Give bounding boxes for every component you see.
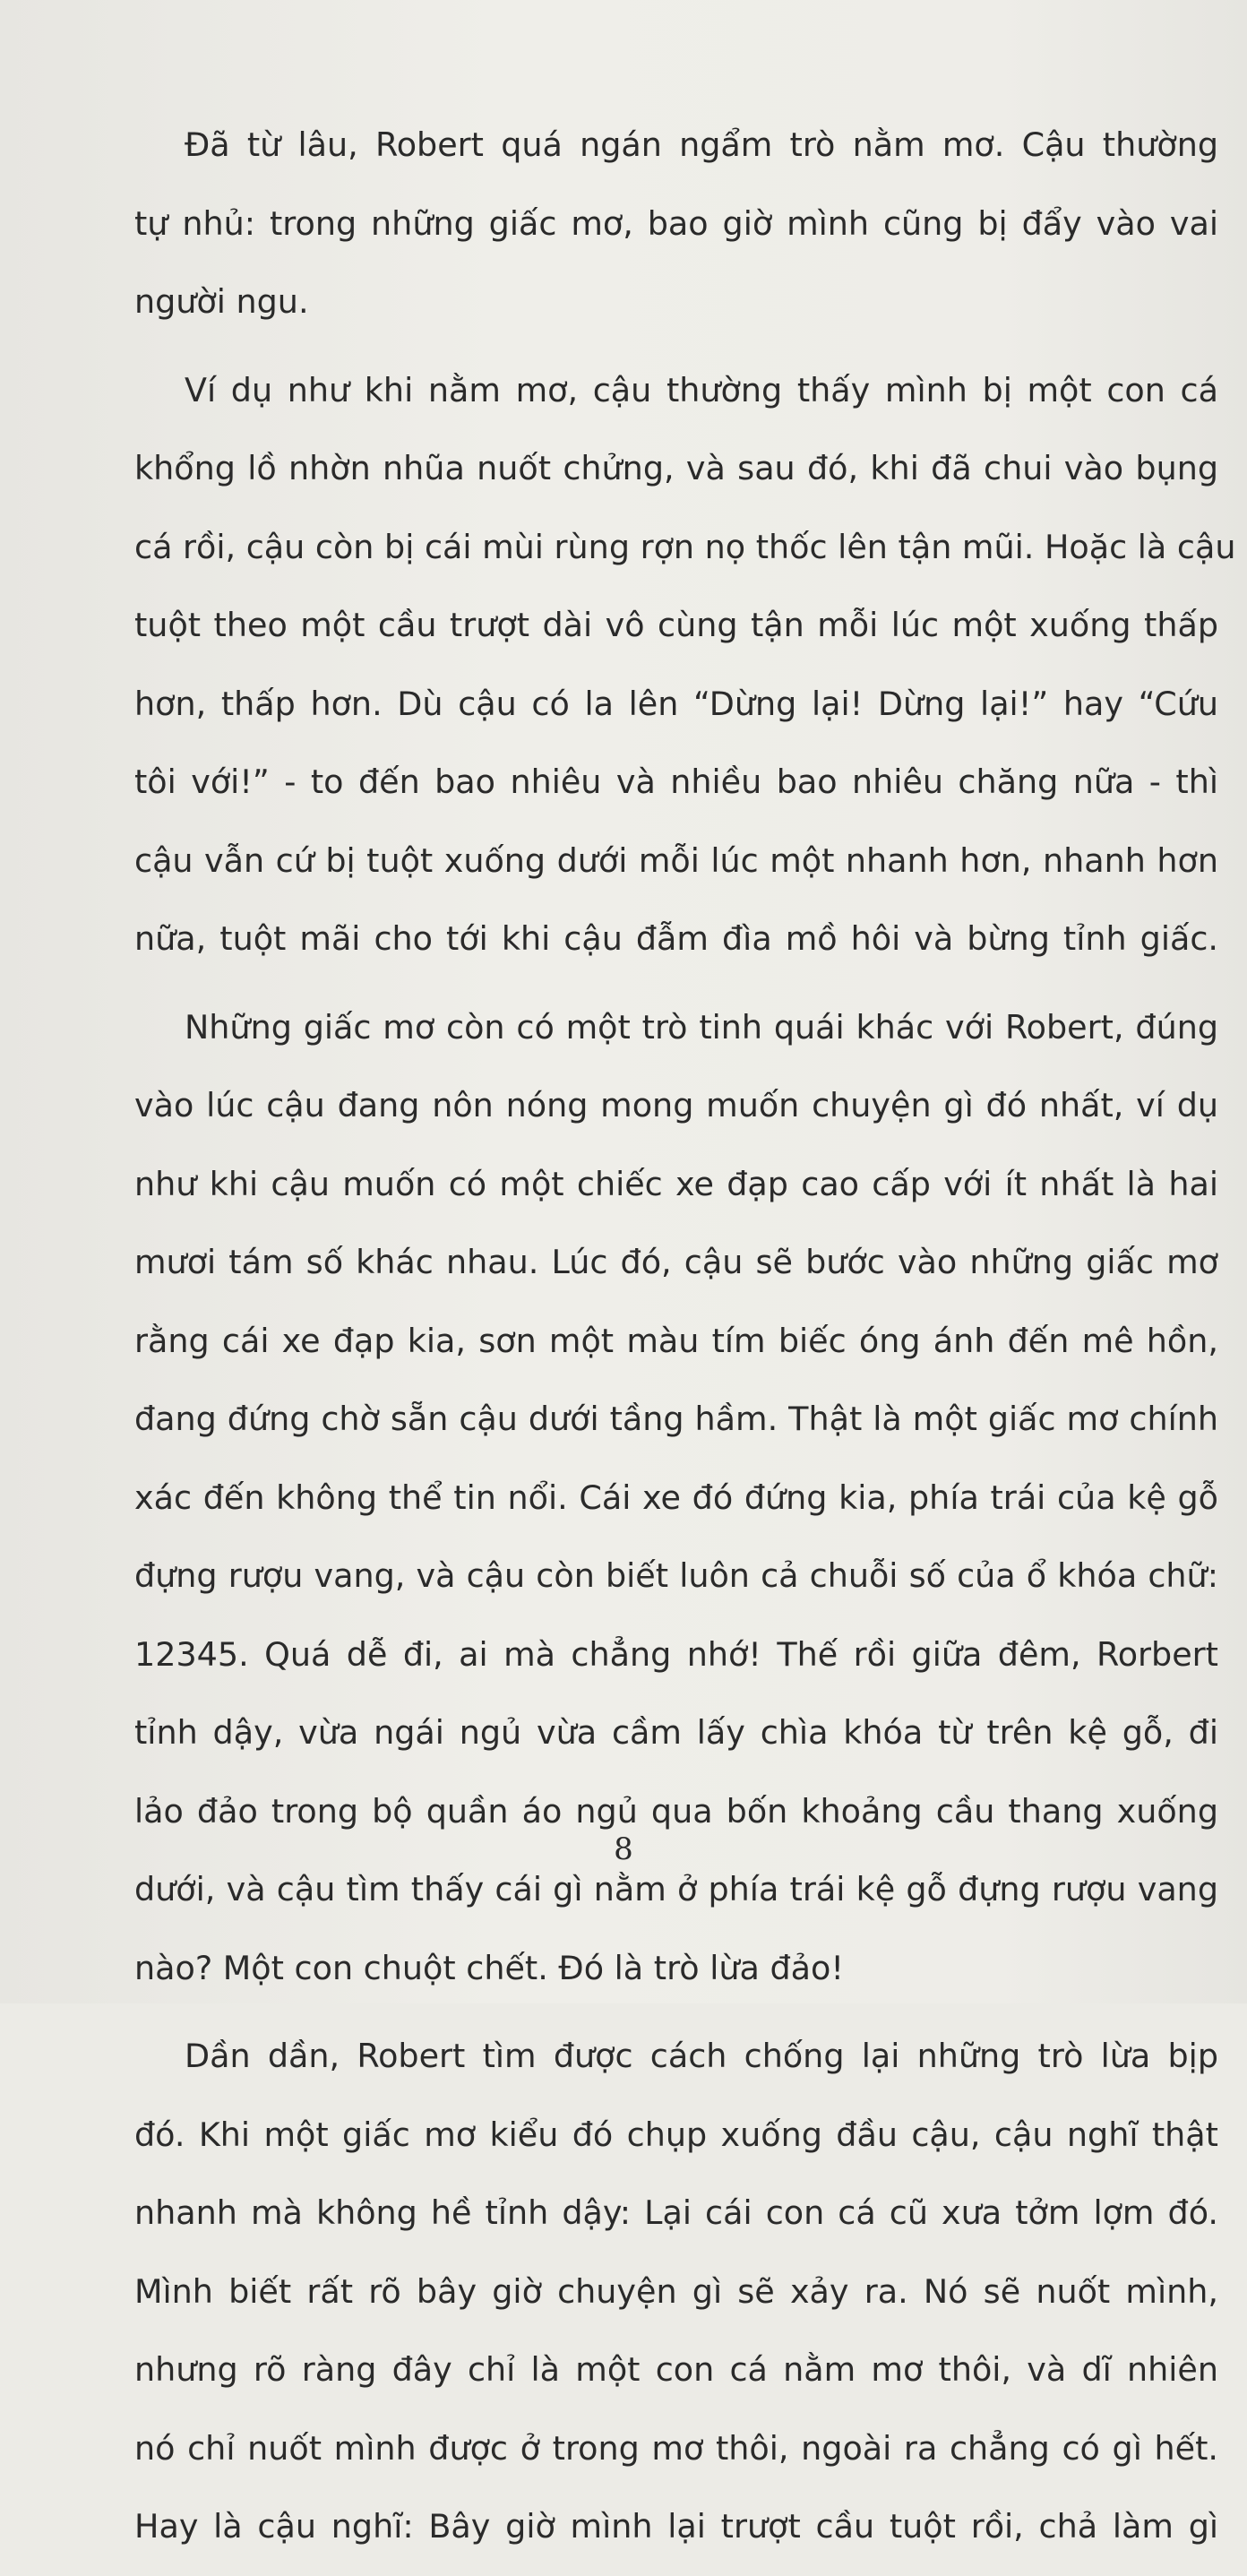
paragraph-4 [134,2017,1218,2566]
text-line: vào lúc cậu đang nôn nóng mong muốn chuyện gì đó nhất, ví dụ [134,1086,1218,1124]
text-line: Đã từ lâu, Robert quá ngán ngẩm trò nằm mơ. Cậu thường [185,125,1218,164]
text-line: xác đến không thể tin nổi. Cái xe đó đứng kia, phía trái của kệ gỗ [134,1478,1218,1517]
text-line: cá rồi, cậu còn bị cái mùi rùng rợn nọ thốc lên tận mũi. Hoặc là cậu [134,527,1236,566]
text-line: Mình biết rất rõ bây giờ chuyện gì sẽ xảy ra. Nó sẽ nuốt mình, [134,2271,1218,2311]
page-number: 8 [614,1831,633,1867]
text-line: nhanh mà không hề tỉnh dậy: Lại cái con cá cũ xưa tởm lợm đó. [134,2193,1218,2232]
text-line: Hay là cậu nghĩ: Bây giờ mình lại trượt cầu tuột rồi, chả làm gì [134,2507,1218,2546]
text-line: 12345. Quá dễ đi, ai mà chẳng nhớ! Thế rồi giữa đêm, Rorbert [134,1634,1218,1674]
text-line: Ví dụ như khi nằm mơ, cậu thường thấy mình bị một con cá [185,370,1218,409]
text-line: đó. Khi một giấc mơ kiểu đó chụp xuống đầu cậu, cậu nghĩ thật [134,2115,1218,2154]
text-line: Dần dần, Robert tìm được cách chống lại những trò lừa bịp [185,2037,1218,2075]
body-text [134,106,1236,2576]
text-line: tuột theo một cầu trượt dài vô cùng tận mỗi lúc một xuống thấp [134,606,1218,644]
text-line: rằng cái xe đạp kia, sơn một màu tím biếc óng ánh đến mê hồn, [134,1321,1218,1360]
text-line: hơn, thấp hơn. Dù cậu có la lên “Dừng lại! Dừng lại!” hay “Cứu [134,684,1218,723]
text-line: tự nhủ: trong những giấc mơ, bao giờ mình cũng bị đẩy vào vai [134,203,1218,243]
text-line: Những giấc mơ còn có một trò tinh quái khác với Robert, đúng [185,1007,1218,1047]
paragraph-2 [134,351,1236,978]
text-line: như khi cậu muốn có một chiếc xe đạp cao cấp với ít nhất là hai [134,1164,1218,1203]
text-line: dưới, và cậu tìm thấy cái gì nằm ở phía trái kệ gỗ đựng rượu vang [134,1870,1218,1908]
paragraph-1 [134,106,1218,341]
text-line: đựng rượu vang, và cậu còn biết luôn cả chuỗi số của ổ khóa chữ: [134,1556,1218,1595]
text-line: tỉnh dậy, vừa ngái ngủ vừa cầm lấy chìa khóa từ trên kệ gỗ, đi [134,1713,1218,1752]
text-line: lảo đảo trong bộ quần áo ngủ qua bốn khoảng cầu thang xuống [134,1791,1218,1831]
text-line: khổng lồ nhờn nhũa nuốt chửng, và sau đó, khi đã chui vào bụng [134,449,1218,487]
text-line: cậu vẫn cứ bị tuột xuống dưới mỗi lúc một nhanh hơn, nhanh hơn [134,840,1218,880]
text-line: đang đứng chờ sẵn cậu dưới tầng hầm. Thật là một giấc mơ chính [134,1400,1218,1438]
text-line: nó chỉ nuốt mình được ở trong mơ thôi, ngoài ra chẳng có gì hết. [134,2428,1218,2468]
text-line: nữa, tuột mãi cho tới khi cậu đẫm đìa mồ hôi và bừng tỉnh giấc. [134,919,1218,958]
text-line: tôi với!” - to đến bao nhiêu và nhiều bao nhiêu chăng nữa - thì [134,762,1218,801]
text-line: nhưng rõ ràng đây chỉ là một con cá nằm mơ thôi, và dĩ nhiên [134,2350,1218,2389]
text-line: nào? Một con chuột chết. Đó là trò lừa đảo! [134,1948,844,1987]
text-line: người ngu. [134,282,309,321]
text-line: mươi tám số khác nhau. Lúc đó, cậu sẽ bước vào những giấc mơ [134,1243,1218,1281]
